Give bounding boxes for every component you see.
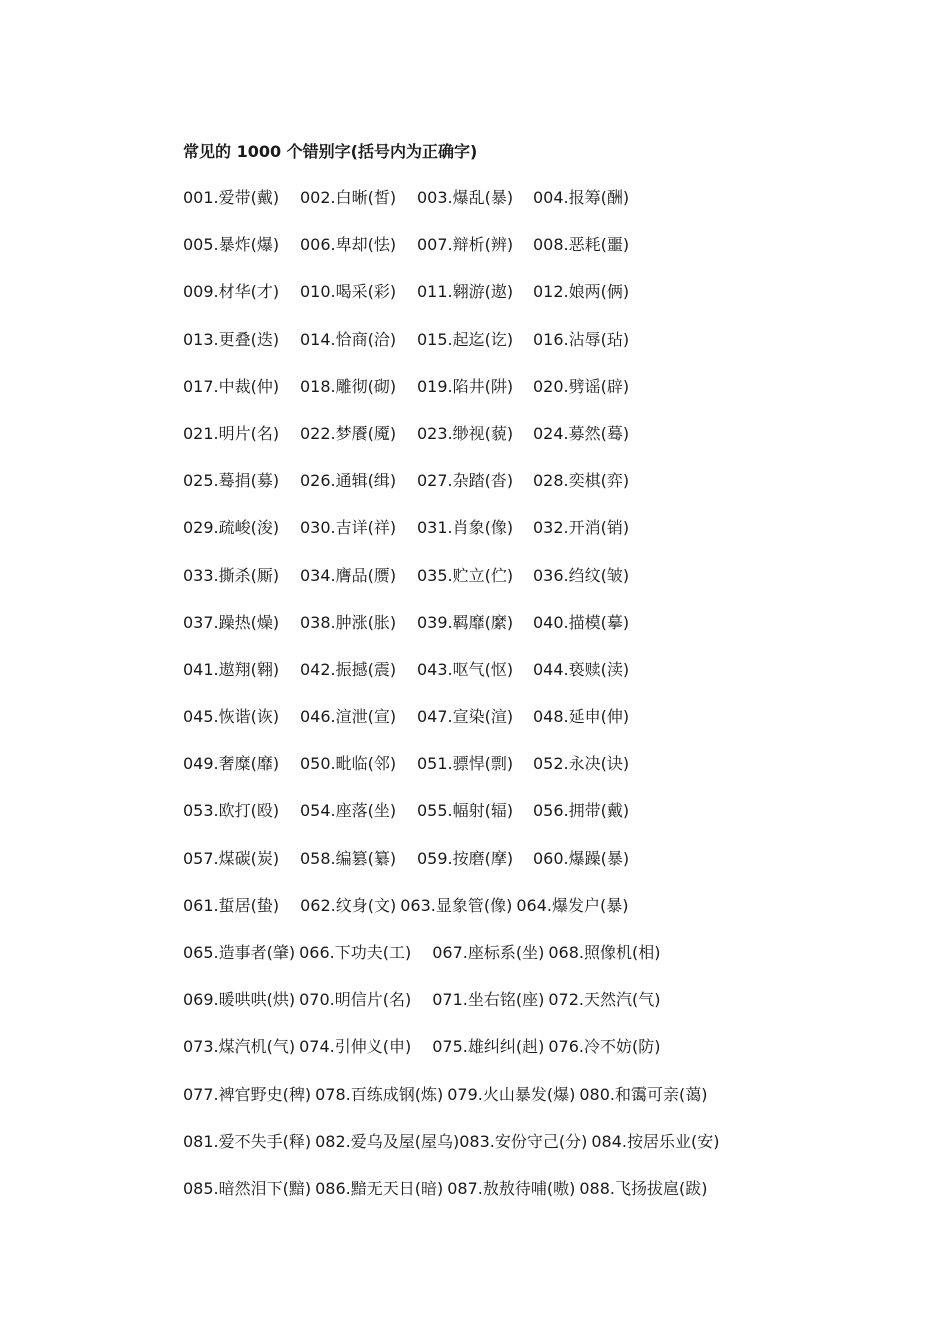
list-item: 065.造事者(肇) bbox=[183, 943, 296, 962]
list-item: 045.恢谐(诙) bbox=[183, 707, 280, 727]
list-item: 012.娘两(俩) bbox=[533, 282, 630, 302]
list-row bbox=[183, 1083, 923, 1130]
list-item: 036.绉纹(皱) bbox=[533, 565, 630, 585]
list-item: 051.骠悍(剽) bbox=[417, 754, 514, 774]
list-item: 068.照像机(相) bbox=[548, 943, 661, 962]
list-item: 042.振撼(震) bbox=[300, 659, 397, 679]
list-item: 037.躁热(燥) bbox=[183, 612, 280, 632]
list-item: 056.拥带(戴) bbox=[533, 801, 630, 821]
list-item: 081.爱不失手(释) bbox=[183, 1131, 312, 1151]
list-item: 014.恰商(洽) bbox=[300, 329, 397, 349]
list-item: 078.百练成钢(炼) bbox=[315, 1084, 444, 1104]
typo-list bbox=[183, 186, 923, 1224]
list-item: 035.贮立(伫) bbox=[417, 565, 514, 585]
list-item: 071.坐右铭(座) bbox=[432, 990, 545, 1010]
list-item: 022.梦餍(魇) bbox=[300, 423, 397, 443]
list-item: 015.起迄(讫) bbox=[417, 329, 514, 349]
list-item: 019.陷井(阱) bbox=[417, 376, 514, 396]
list-item: 007.辩析(辨) bbox=[417, 235, 514, 255]
list-item: 086.黯无天日(暗) bbox=[315, 1178, 444, 1198]
list-item: 013.更叠(迭) bbox=[183, 329, 280, 349]
list-item: 024.募然(蓦) bbox=[533, 423, 630, 443]
list-item: 029.疏峻(浚) bbox=[183, 518, 280, 538]
list-item: 061.蜇居(蛰) bbox=[183, 895, 280, 915]
list-item: 021.明片(名) bbox=[183, 423, 280, 443]
list-row bbox=[183, 658, 923, 705]
list-item: 057.煤碳(炭) bbox=[183, 848, 280, 868]
list-item: 008.恶耗(噩) bbox=[533, 235, 630, 255]
list-item: 082.爱乌及屋(屋乌) bbox=[315, 1131, 460, 1151]
list-item: 017.中裁(仲) bbox=[183, 376, 280, 396]
list-row bbox=[183, 1130, 923, 1177]
list-row bbox=[183, 941, 923, 988]
list-row bbox=[183, 422, 923, 469]
list-item: 038.肿涨(胀) bbox=[300, 612, 397, 632]
list-item: 041.遨翔(翱) bbox=[183, 659, 280, 679]
list-row bbox=[183, 847, 923, 894]
list-item: 070.明信片(名) bbox=[299, 990, 412, 1010]
list-item: 018.雕彻(砌) bbox=[300, 376, 397, 396]
list-item: 047.宣染(渲) bbox=[417, 707, 514, 727]
list-item: 055.幅射(辐) bbox=[417, 801, 514, 821]
list-item: 075.雄纠纠(赳) bbox=[432, 1037, 545, 1057]
list-item: 020.劈谣(辟) bbox=[533, 376, 630, 396]
list-item: 050.毗临(邻) bbox=[300, 754, 397, 774]
list-item: 006.卑却(怯) bbox=[300, 235, 397, 255]
list-item: 048.延申(伸) bbox=[533, 707, 630, 727]
list-item: 049.奢糜(靡) bbox=[183, 754, 280, 774]
list-row bbox=[183, 469, 923, 516]
list-item: 011.翱游(遨) bbox=[417, 282, 514, 302]
list-row bbox=[183, 988, 923, 1035]
list-row bbox=[183, 799, 923, 846]
list-item: 063.显象管(像) bbox=[400, 895, 513, 915]
list-row bbox=[183, 752, 923, 799]
list-item: 087.敖敖待哺(嗷) bbox=[447, 1178, 576, 1198]
list-item: 001.爱带(戴) bbox=[183, 188, 280, 207]
list-item: 031.肖象(像) bbox=[417, 518, 514, 538]
list-item: 023.缈视(藐) bbox=[417, 423, 514, 443]
list-item: 026.通辑(缉) bbox=[300, 471, 397, 491]
list-item: 072.天然汽(气) bbox=[548, 990, 661, 1010]
list-item: 054.座落(坐) bbox=[300, 801, 397, 821]
list-row bbox=[183, 1177, 923, 1224]
list-row bbox=[183, 233, 923, 280]
list-row bbox=[183, 894, 923, 941]
list-item: 077.裨官野史(稗) bbox=[183, 1084, 312, 1104]
document-title: 常见的 1000 个错别字(括号内为正确字) bbox=[183, 142, 478, 161]
list-item: 003.爆乱(暴) bbox=[417, 188, 514, 207]
list-row bbox=[183, 564, 923, 611]
list-item: 064.爆发户(暴) bbox=[516, 895, 629, 915]
list-item: 076.冷不妨(防) bbox=[548, 1037, 661, 1057]
list-item: 016.沾辱(玷) bbox=[533, 329, 630, 349]
list-item: 084.按居乐业(安) bbox=[591, 1131, 720, 1151]
list-item: 044.亵赎(渎) bbox=[533, 659, 630, 679]
list-item: 039.羁靡(縻) bbox=[417, 612, 514, 632]
list-item: 060.爆躁(暴) bbox=[533, 848, 630, 868]
list-row bbox=[183, 611, 923, 658]
list-item: 069.暖哄哄(烘) bbox=[183, 990, 296, 1010]
list-row bbox=[183, 705, 923, 752]
list-item: 005.暴炸(爆) bbox=[183, 235, 280, 255]
list-row bbox=[183, 328, 923, 375]
list-item: 027.杂踏(沓) bbox=[417, 471, 514, 491]
list-item: 062.纹身(文) bbox=[300, 895, 397, 915]
list-item: 067.座标系(坐) bbox=[432, 943, 545, 962]
list-item: 073.煤汽机(气) bbox=[183, 1037, 296, 1057]
list-item: 052.永决(诀) bbox=[533, 754, 630, 774]
list-item: 032.开消(销) bbox=[533, 518, 630, 538]
list-row bbox=[183, 280, 923, 327]
list-item: 079.火山暴发(爆) bbox=[447, 1084, 576, 1104]
list-item: 030.吉详(祥) bbox=[300, 518, 397, 538]
list-item: 083.安份守己(分) bbox=[459, 1131, 588, 1151]
list-item: 034.膺品(赝) bbox=[300, 565, 397, 585]
list-item: 010.喝采(彩) bbox=[300, 282, 397, 302]
list-row bbox=[183, 375, 923, 422]
list-item: 004.报筹(酬) bbox=[533, 188, 630, 207]
list-item: 066.下功夫(工) bbox=[299, 943, 412, 962]
list-item: 085.暗然泪下(黯) bbox=[183, 1178, 312, 1198]
list-row bbox=[183, 516, 923, 563]
list-item: 025.蓦捐(募) bbox=[183, 471, 280, 491]
list-item: 009.材华(才) bbox=[183, 282, 280, 302]
list-item: 059.按磨(摩) bbox=[417, 848, 514, 868]
list-item: 080.和霭可亲(蔼) bbox=[579, 1084, 708, 1104]
list-item: 074.引伸义(申) bbox=[299, 1037, 412, 1057]
list-item: 043.呕气(怄) bbox=[417, 659, 514, 679]
list-item: 028.奕棋(弈) bbox=[533, 471, 630, 491]
list-item: 053.欧打(殴) bbox=[183, 801, 280, 821]
list-item: 040.描模(摹) bbox=[533, 612, 630, 632]
list-item: 033.撕杀(厮) bbox=[183, 565, 280, 585]
list-item: 058.编篡(纂) bbox=[300, 848, 397, 868]
list-item: 002.白晰(皙) bbox=[300, 188, 397, 207]
list-row bbox=[183, 1035, 923, 1082]
list-item: 046.渲泄(宣) bbox=[300, 707, 397, 727]
list-item: 088.飞扬拔扈(跋) bbox=[579, 1178, 708, 1198]
list-row bbox=[183, 186, 923, 233]
